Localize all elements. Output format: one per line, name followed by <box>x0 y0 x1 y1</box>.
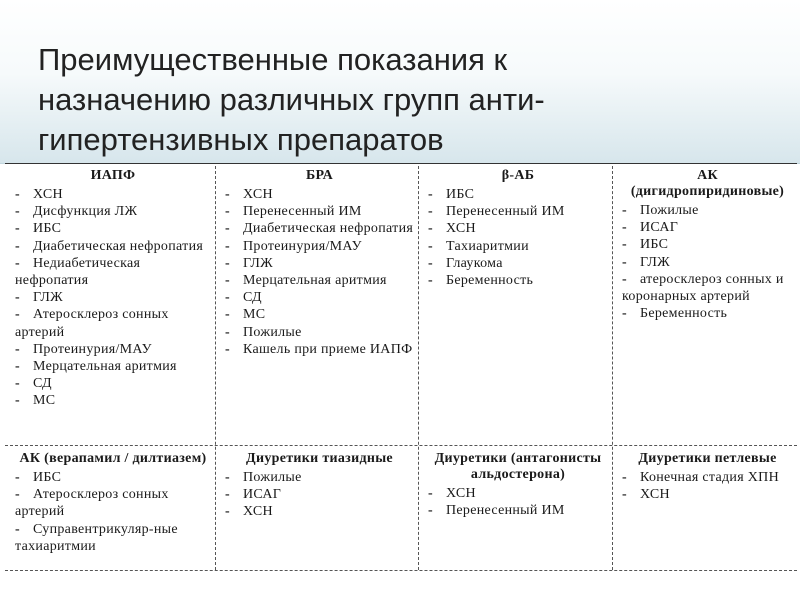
list-item: - Пожилые <box>225 324 302 340</box>
header-iapf: ИАПФ <box>90 168 136 183</box>
header-aldosterone: Диуретики (антагонисты альдостерона) <box>434 451 602 482</box>
list-item: - Протеинурия/МАУ <box>225 238 362 254</box>
list-item: - МС <box>15 393 56 409</box>
indications-table <box>5 163 797 574</box>
list-item: - ИБС <box>15 470 62 485</box>
cell-loop <box>612 449 797 503</box>
title-band <box>0 0 800 164</box>
list-item: - Кашель при приеме ИАПФ <box>225 341 413 357</box>
list-item: - ГЛЖ <box>622 254 670 270</box>
list-item: - Конечная стадия ХПН <box>622 470 779 485</box>
list-item: - Суправентрикуляр-ные тахиаритмии <box>15 521 178 554</box>
header-bra: БРА <box>305 168 334 183</box>
list-item: - Перенесенный ИМ <box>428 204 565 220</box>
list-item: - ХСН <box>225 504 273 520</box>
list-item: - Недиабетическая нефропатия <box>15 255 141 289</box>
list-item: - Дисфункция ЛЖ <box>15 204 138 220</box>
list-item: - ИБС <box>15 221 62 237</box>
list-item: - Атеросклероз сонных артерий <box>15 307 169 340</box>
list-item: - Диабетическая нефропатия <box>15 238 204 254</box>
cell-ak-verapamil <box>5 449 215 555</box>
list-item: - Атеросклероз сонных артерий <box>15 487 169 520</box>
list-item: - Пожилые <box>622 203 699 218</box>
header-loop: Диуретики петлевые <box>638 451 777 466</box>
list-item: - ХСН <box>428 486 476 501</box>
list-item: - Глаукома <box>428 255 503 271</box>
list-item: - Мерцательная аритмия <box>225 273 387 289</box>
list-item: - Перенесенный ИМ <box>428 503 565 519</box>
list-item: - ГЛЖ <box>225 255 273 271</box>
cell-ak-dhp <box>612 166 797 322</box>
list-item: - ХСН <box>15 187 63 202</box>
header-ak-verapamil: АК (верапамил / дилтиазем) <box>19 451 207 466</box>
list-item: - МС <box>225 307 266 323</box>
list-item: - Беременность <box>622 306 728 322</box>
list-item: - атеросклероз сонных и коронарных артерий <box>622 271 784 305</box>
list-item: - ИБС <box>428 187 475 202</box>
list-item: - ХСН <box>225 187 273 202</box>
list-item: - ИСАГ <box>622 220 679 236</box>
table-bottom-line <box>5 570 797 571</box>
cell-bra <box>215 166 418 358</box>
list-item: - Мерцательная аритмия <box>15 359 177 375</box>
list-item: - Протеинурия/МАУ <box>15 341 152 357</box>
cell-beta-ab <box>418 166 612 289</box>
list-item: - Пожилые <box>225 470 302 485</box>
list-item: - ИСАГ <box>225 487 282 503</box>
list-item: - Беременность <box>428 273 534 289</box>
list-item: - ГЛЖ <box>15 290 63 306</box>
slide-title: Преимущественные показания к назначению различных групп анти- гипертензивных препаратов <box>38 42 545 157</box>
cell-iapf <box>5 166 215 410</box>
list-item: - СД <box>225 290 262 306</box>
list-item: - ХСН <box>622 487 670 503</box>
cell-thiazide <box>215 449 418 521</box>
list-item: - ХСН <box>428 221 476 237</box>
list-item: - Перенесенный ИМ <box>225 204 362 220</box>
list-item: - СД <box>15 376 52 392</box>
header-thiazide: Диуретики тиазидные <box>246 451 393 466</box>
list-item: - Тахиаритмии <box>428 238 529 254</box>
cell-aldosterone <box>418 449 612 519</box>
list-item: - Диабетическая нефропатия <box>225 221 414 237</box>
row-divider <box>5 445 797 446</box>
header-beta-ab: β-АБ <box>501 168 535 183</box>
header-ak-dhp: АК (дигидропиридиновые) <box>630 168 785 199</box>
list-item: - ИБС <box>622 237 669 253</box>
